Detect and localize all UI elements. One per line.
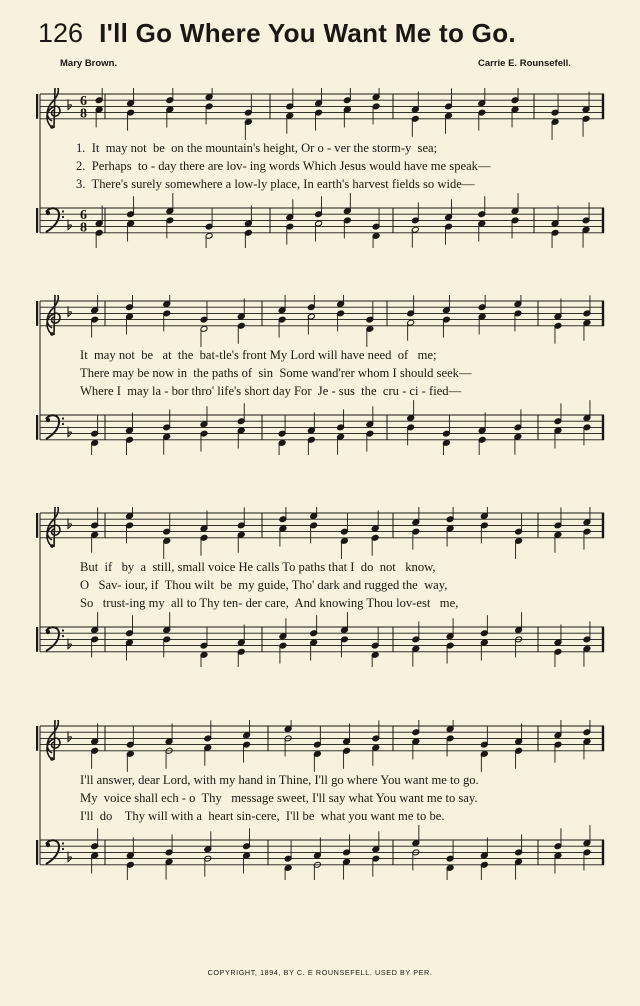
note <box>515 724 523 745</box>
note <box>515 612 523 633</box>
note <box>95 206 103 227</box>
note <box>478 196 486 217</box>
note <box>310 522 318 543</box>
flat-icon <box>68 99 71 109</box>
note <box>279 507 287 523</box>
note <box>583 507 591 526</box>
note <box>583 849 591 870</box>
note <box>412 738 420 759</box>
note <box>372 209 380 230</box>
note <box>237 648 245 667</box>
note <box>446 507 454 523</box>
note <box>551 119 559 140</box>
staff-bracket <box>36 208 38 233</box>
note <box>200 534 208 555</box>
note <box>91 724 99 745</box>
note <box>411 226 419 247</box>
note <box>204 831 212 852</box>
note <box>127 220 135 241</box>
note <box>343 193 351 214</box>
note <box>371 511 379 532</box>
note <box>163 433 171 454</box>
time-signature-denominator: 8 <box>80 220 87 236</box>
note <box>126 751 134 772</box>
note <box>286 223 294 244</box>
note <box>480 522 488 543</box>
note <box>307 436 315 455</box>
lyric-line: 3. There's surely somewhere a low-ly place, In earth's harvest fields so wide— <box>76 177 475 191</box>
note <box>126 615 134 636</box>
note <box>554 828 562 849</box>
note <box>278 295 286 314</box>
note <box>313 838 321 859</box>
note <box>446 525 454 546</box>
note <box>554 741 562 762</box>
note <box>95 106 103 127</box>
note <box>340 612 348 633</box>
note <box>337 310 345 331</box>
note <box>200 406 208 427</box>
note <box>126 639 134 660</box>
note <box>343 747 351 768</box>
note <box>583 621 591 642</box>
note <box>583 528 591 549</box>
note <box>551 229 559 248</box>
note <box>554 427 562 448</box>
note <box>407 400 415 421</box>
note <box>200 326 208 347</box>
note <box>126 522 134 543</box>
note <box>91 828 99 849</box>
flat-icon <box>68 852 71 862</box>
flat-icon <box>68 731 71 741</box>
note <box>480 861 488 880</box>
note <box>442 416 450 437</box>
note <box>445 88 453 109</box>
lyric-line: But if by a still, small voice He calls To paths that I do not know, <box>80 560 436 574</box>
note <box>126 436 134 455</box>
note <box>315 109 323 130</box>
note <box>284 841 292 862</box>
note <box>551 206 559 227</box>
note <box>91 440 99 455</box>
note <box>313 861 321 880</box>
staff-bracket <box>36 94 38 119</box>
flat-icon <box>68 220 71 230</box>
note <box>478 436 486 455</box>
note <box>583 319 591 340</box>
note <box>372 720 380 741</box>
note <box>91 747 99 768</box>
note <box>511 193 519 214</box>
note <box>315 88 323 107</box>
note <box>237 507 245 528</box>
note <box>343 88 351 104</box>
note <box>200 628 208 649</box>
note <box>91 531 99 552</box>
lyric-line: O Sav- iour, if Thou wilt be my guide, Tho' dark and rugged the way, <box>80 578 448 592</box>
note <box>200 302 208 323</box>
note <box>237 403 245 424</box>
note <box>407 295 415 316</box>
note <box>166 217 174 238</box>
note <box>411 115 419 136</box>
note <box>91 507 99 528</box>
note <box>237 427 245 448</box>
note <box>412 825 420 846</box>
note <box>243 828 251 849</box>
note <box>480 639 488 660</box>
note <box>582 202 590 223</box>
note <box>446 618 454 639</box>
note <box>307 313 315 334</box>
note <box>165 858 173 879</box>
note <box>95 229 103 248</box>
note <box>200 430 208 451</box>
note <box>412 507 420 526</box>
note <box>91 852 99 873</box>
note <box>205 103 213 124</box>
staff-bracket <box>36 840 38 865</box>
note <box>366 430 374 451</box>
note <box>511 217 519 238</box>
time-signature-denominator: 8 <box>80 106 87 122</box>
note <box>407 424 415 445</box>
note <box>307 413 315 434</box>
note <box>445 112 453 133</box>
flat-icon <box>68 306 71 316</box>
note <box>372 233 380 248</box>
note <box>445 199 453 220</box>
lyric-line: There may be now in the paths of sin Some wand'rer whom I should seek— <box>80 366 472 380</box>
note <box>340 538 348 559</box>
note <box>412 720 420 736</box>
note <box>286 88 294 109</box>
note <box>372 855 380 876</box>
note <box>515 834 523 855</box>
note <box>582 226 590 247</box>
note <box>554 403 562 424</box>
music-credit: Carrie E. Rounsefell. <box>478 58 571 69</box>
note <box>412 528 420 549</box>
note <box>446 865 454 880</box>
flat-icon <box>68 518 71 528</box>
note <box>442 316 450 337</box>
note <box>126 413 134 434</box>
note <box>583 400 591 421</box>
note <box>237 531 245 552</box>
note <box>554 720 562 739</box>
note <box>372 103 380 124</box>
hymn-number: 126 <box>38 18 84 48</box>
note <box>337 433 345 454</box>
note <box>315 220 323 241</box>
note <box>310 615 318 636</box>
note <box>126 838 134 859</box>
note <box>343 106 351 127</box>
note <box>237 322 245 343</box>
staff-bracket <box>36 726 38 751</box>
note <box>313 727 321 748</box>
staff-bracket <box>36 301 38 326</box>
note <box>372 744 380 765</box>
note <box>204 720 212 741</box>
note <box>166 106 174 127</box>
note <box>554 322 562 343</box>
note <box>511 88 519 104</box>
hymn-title: I'll Go Where You Want Me to Go. <box>99 18 516 48</box>
copyright-notice: COPYRIGHT, 1894, BY C. E ROUNSEFELL. USED BY PER. <box>207 968 433 977</box>
note <box>583 424 591 445</box>
staff-bracket <box>36 513 38 538</box>
note <box>515 747 523 768</box>
note <box>310 639 318 660</box>
note <box>480 838 488 859</box>
staff-bracket <box>36 415 38 440</box>
note <box>244 206 252 227</box>
note <box>91 612 99 633</box>
note <box>313 751 321 772</box>
note <box>554 299 562 320</box>
note <box>243 720 251 739</box>
note <box>412 621 420 642</box>
note <box>205 233 213 248</box>
note <box>91 295 99 314</box>
note <box>554 625 562 646</box>
note <box>478 313 486 334</box>
note <box>126 295 134 311</box>
note <box>237 299 245 320</box>
note <box>95 88 103 104</box>
note <box>551 95 559 116</box>
note <box>411 202 419 223</box>
note <box>582 92 590 113</box>
note <box>127 88 135 107</box>
note <box>343 834 351 855</box>
note <box>278 440 286 455</box>
note <box>165 834 173 855</box>
note <box>163 636 171 657</box>
note <box>583 825 591 846</box>
note <box>514 409 522 430</box>
note <box>340 514 348 535</box>
note <box>163 409 171 430</box>
note <box>244 119 252 140</box>
note <box>244 229 252 248</box>
note <box>163 612 171 633</box>
note <box>166 88 174 104</box>
note <box>204 744 212 765</box>
words-credit: Mary Brown. <box>60 58 118 69</box>
note <box>278 316 286 337</box>
note <box>445 223 453 244</box>
note <box>583 738 591 759</box>
note <box>412 645 420 666</box>
note <box>343 858 351 879</box>
note <box>366 406 374 427</box>
note <box>315 196 323 217</box>
note <box>279 642 287 663</box>
note <box>91 636 99 657</box>
lyric-line: So trust-ing my all to Thy ten- der care, And knowing Thou lov-est me, <box>80 596 459 610</box>
note <box>200 652 208 667</box>
lyric-line: I'll answer, dear Lord, with my hand in Thine, I'll go where You want me to go. <box>80 773 479 787</box>
note <box>480 727 488 748</box>
lyric-line: I'll do Thy will with a heart sin-cere, I'll be what you want me to be. <box>80 809 445 823</box>
note <box>286 112 294 133</box>
note <box>243 852 251 873</box>
lyric-line: Where I may la - bor thro' life's short day For Je - sus the cru - ci - fied— <box>80 384 462 398</box>
note <box>515 514 523 535</box>
note <box>372 831 380 852</box>
note <box>91 316 99 337</box>
note <box>244 95 252 116</box>
note <box>480 751 488 772</box>
note <box>583 645 591 666</box>
note <box>554 648 562 667</box>
flat-icon <box>68 427 71 437</box>
note <box>514 433 522 454</box>
flat-icon <box>68 639 71 649</box>
note <box>126 313 134 334</box>
note <box>340 636 348 657</box>
note <box>515 858 523 879</box>
note <box>166 193 174 214</box>
note <box>478 109 486 130</box>
note <box>243 741 251 762</box>
note <box>343 217 351 238</box>
note <box>279 525 287 546</box>
note <box>554 852 562 873</box>
note <box>237 625 245 646</box>
note <box>515 538 523 559</box>
note <box>554 531 562 552</box>
note <box>407 319 415 340</box>
time-signature-numerator: 6 <box>80 94 87 109</box>
note <box>446 841 454 862</box>
note <box>480 615 488 636</box>
lyric-line: My voice shall ech - o Thy message sweet, I'll say what You want me to say. <box>80 791 478 805</box>
note <box>205 209 213 230</box>
note <box>511 106 519 127</box>
note <box>478 220 486 241</box>
note <box>343 724 351 745</box>
note <box>279 618 287 639</box>
staff-bracket <box>36 627 38 652</box>
note <box>442 295 450 314</box>
lyric-line: It may not be at the bat-tle's front My Lord will have need of me; <box>80 348 437 362</box>
note <box>127 196 135 217</box>
note <box>278 416 286 437</box>
note <box>163 538 171 559</box>
note <box>442 440 450 455</box>
note <box>478 295 486 311</box>
note <box>366 326 374 347</box>
note <box>284 865 292 880</box>
note <box>554 507 562 528</box>
note <box>446 642 454 663</box>
note <box>371 534 379 555</box>
note <box>371 652 379 667</box>
lyric-line: 2. Perhaps to - day there are lov- ing words Which Jesus would have me speak— <box>76 159 491 173</box>
note <box>583 295 591 316</box>
note <box>127 109 135 130</box>
note <box>126 727 134 748</box>
note <box>337 409 345 430</box>
note <box>478 413 486 434</box>
note <box>583 720 591 736</box>
note <box>126 861 134 880</box>
note <box>478 88 486 107</box>
note <box>446 735 454 756</box>
note <box>371 628 379 649</box>
title-row <box>38 18 608 49</box>
note <box>163 514 171 535</box>
note <box>163 310 171 331</box>
note <box>286 199 294 220</box>
note <box>200 511 208 532</box>
note <box>514 310 522 331</box>
lyric-line: 1. It may not be on the mountain's height, Or o - ver the storm-y sea; <box>76 141 438 155</box>
note <box>165 724 173 745</box>
note <box>307 295 315 311</box>
note <box>366 302 374 323</box>
time-signature-numerator: 6 <box>80 208 87 223</box>
note <box>582 115 590 136</box>
note <box>91 416 99 437</box>
note <box>411 92 419 113</box>
